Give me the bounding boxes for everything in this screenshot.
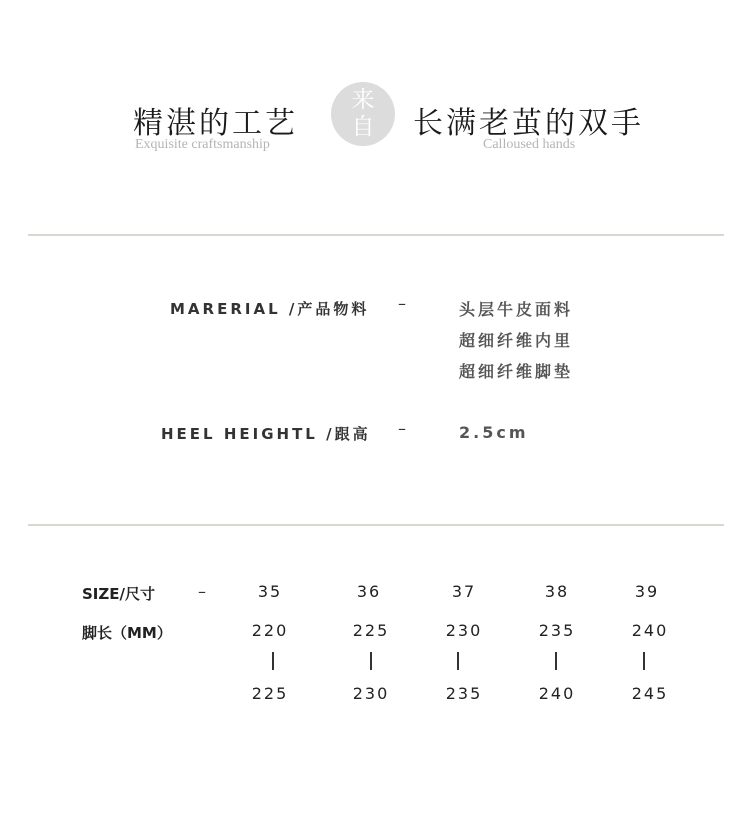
heel-value: 2.5cm	[459, 423, 529, 442]
heel-label: HEEL HEIGHTL /跟高	[161, 425, 371, 443]
length-to: 230	[352, 684, 390, 703]
size-value: 39	[634, 582, 660, 601]
range-separator	[457, 652, 459, 670]
range-separator	[555, 652, 557, 670]
range-separator	[643, 652, 645, 670]
length-from: 225	[352, 621, 390, 640]
range-separator	[272, 652, 274, 670]
size-value: 36	[356, 582, 382, 601]
material-label: MARERIAL /产品物料	[170, 300, 370, 318]
size-value: 37	[451, 582, 477, 601]
range-separator	[370, 652, 372, 670]
left-subtitle: Exquisite craftsmanship	[135, 137, 270, 152]
heel-dash: –	[398, 419, 406, 438]
length-from: 240	[631, 621, 669, 640]
right-title: 长满老茧的双手	[413, 106, 644, 141]
divider-bottom	[28, 524, 724, 526]
divider-top	[28, 234, 724, 236]
seal-text-top: 来	[351, 87, 375, 113]
length-from: 230	[445, 621, 483, 640]
length-from: 235	[538, 621, 576, 640]
length-to: 225	[251, 684, 289, 703]
length-from: 220	[251, 621, 289, 640]
length-label: 脚长（MM）	[82, 624, 172, 642]
material-value-1: 头层牛皮面料	[459, 300, 574, 319]
material-dash: –	[398, 294, 406, 313]
left-title: 精湛的工艺	[133, 106, 298, 141]
length-to: 235	[445, 684, 483, 703]
seal-text-bottom: 自	[351, 114, 375, 140]
right-subtitle: Calloused hands	[483, 137, 576, 152]
size-label: SIZE/尺寸	[82, 585, 155, 603]
material-value-3: 超细纤维脚垫	[459, 362, 574, 381]
size-dash: –	[198, 582, 206, 601]
size-value: 38	[544, 582, 570, 601]
material-value-2: 超细纤维内里	[459, 331, 574, 350]
seal-logo	[331, 82, 395, 146]
length-to: 240	[538, 684, 576, 703]
size-value: 35	[257, 582, 283, 601]
length-to: 245	[631, 684, 669, 703]
